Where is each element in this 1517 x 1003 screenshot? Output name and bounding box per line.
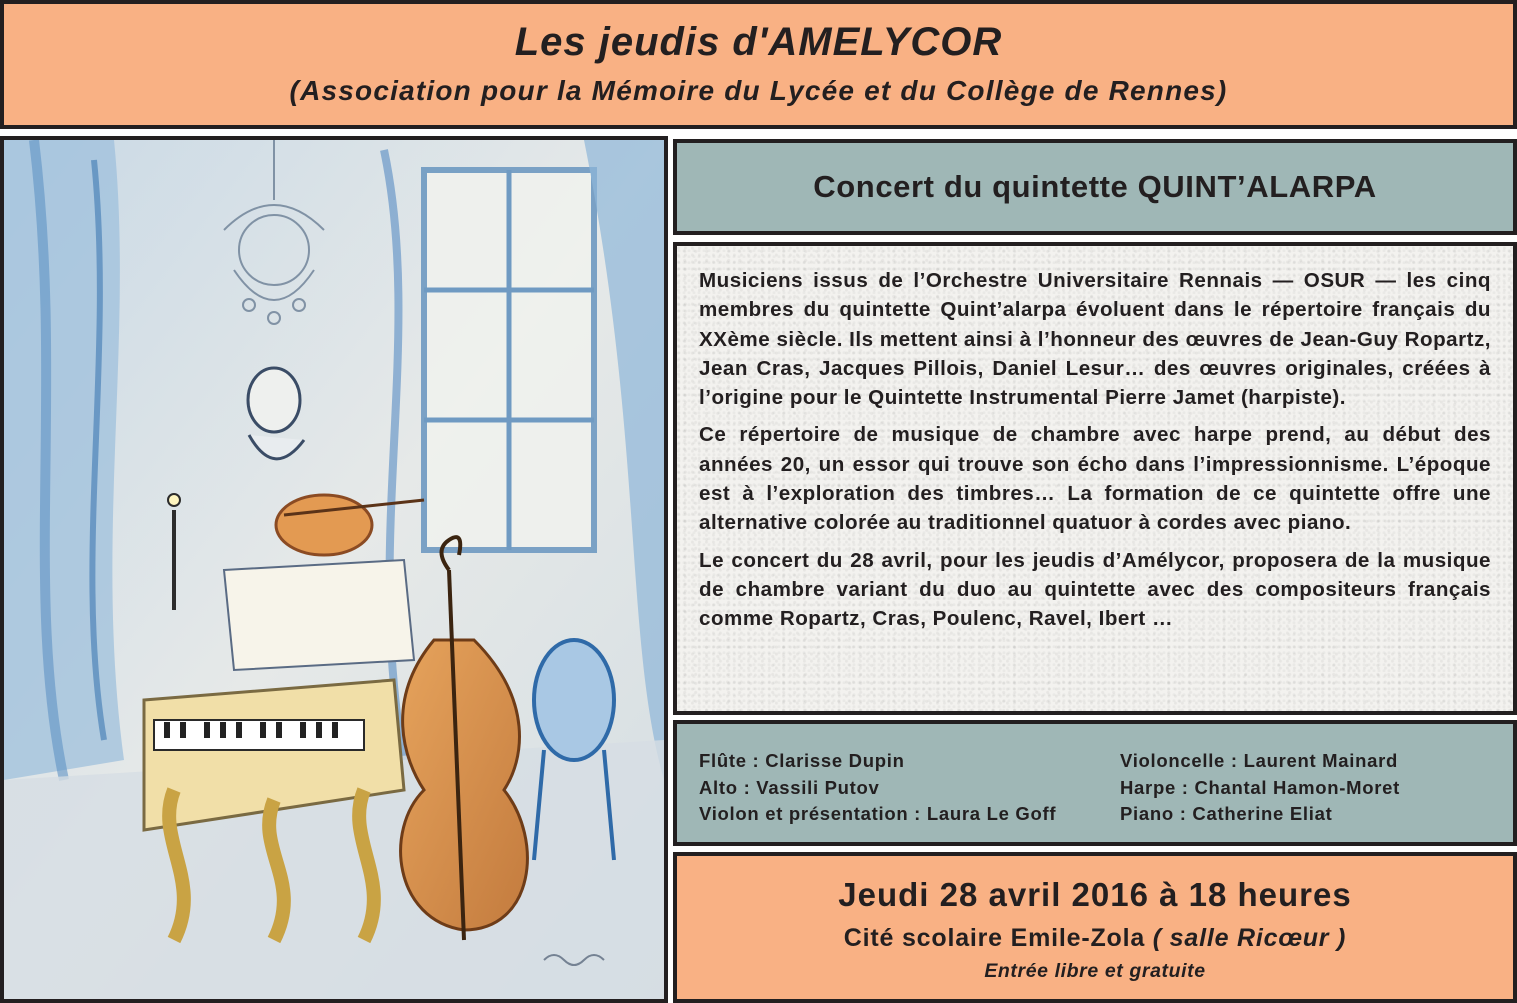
performers-box <box>673 720 1517 846</box>
event-venue-line <box>677 924 1513 953</box>
performers-right-column <box>1120 748 1400 828</box>
performer-line: Harpe : Chantal Hamon-Moret <box>1120 776 1400 798</box>
performer-line: Flûte : Clarisse Dupin <box>699 750 905 771</box>
header-banner <box>0 0 1517 129</box>
concert-title-box <box>673 139 1517 235</box>
description-paragraph: Ce répertoire de musique de chambre avec harpe prend, au début des années 20, un essor qui trouve son écho dans l’impressionnisme. L’époque est à l’exploration des timbres… La formation de ce quintette offre une alternative colorée au traditionnel quatuor à cordes avec piano. <box>699 423 1491 535</box>
event-date: Jeudi 28 avril 2016 à 18 heures <box>838 876 1352 913</box>
concert-title: Concert du quintette QUINT’ALARPA <box>813 169 1377 204</box>
performers-left-column <box>699 748 1056 828</box>
description-paragraph: Le concert du 28 avril, pour les jeudis d’Amélycor, proposera de la musique de chambre variant du duo au quintette avec des compositeurs français comme Ropartz, Cras, Poulenc, Ravel, Ibert … <box>699 548 1491 631</box>
painting-illustration <box>0 136 668 1003</box>
performer-line: Alto : Vassili Putov <box>699 776 880 798</box>
page-subtitle: (Association pour la Mémoire du Lycée et du Collège de Rennes) <box>289 75 1228 106</box>
event-venue: Cité scolaire Emile-Zola <box>843 924 1146 952</box>
event-entry: Entrée libre et gratuite <box>984 960 1206 982</box>
performer-line: Piano : Catherine Eliat <box>1120 803 1333 824</box>
performer-line: Violon et présentation : Laura Le Goff <box>699 803 1057 824</box>
event-info-box <box>673 852 1517 1003</box>
performer-line: Violoncelle : Laurent Mainard <box>1120 750 1398 771</box>
description-box <box>673 242 1517 715</box>
description-paragraph: Musiciens issus de l’Orchestre Universitaire Rennais — OSUR — les cinq membres du quintette Quint’alarpa évoluent dans le répertoire français du XXème siècle. Ils mettent ainsi à l’honneur des œuvres de Jean-Guy Ropartz, Jean Cras, Jacques Pillois, Daniel Lesur… des œuvres originales, créées à l’origine pour le Quintette Instrumental Pierre Jamet (harpiste). <box>699 269 1491 410</box>
concert-painting-image <box>4 140 664 999</box>
page-title: Les jeudis d'AMELYCOR <box>514 20 1003 64</box>
event-room: ( salle Ricœur ) <box>1152 924 1347 952</box>
